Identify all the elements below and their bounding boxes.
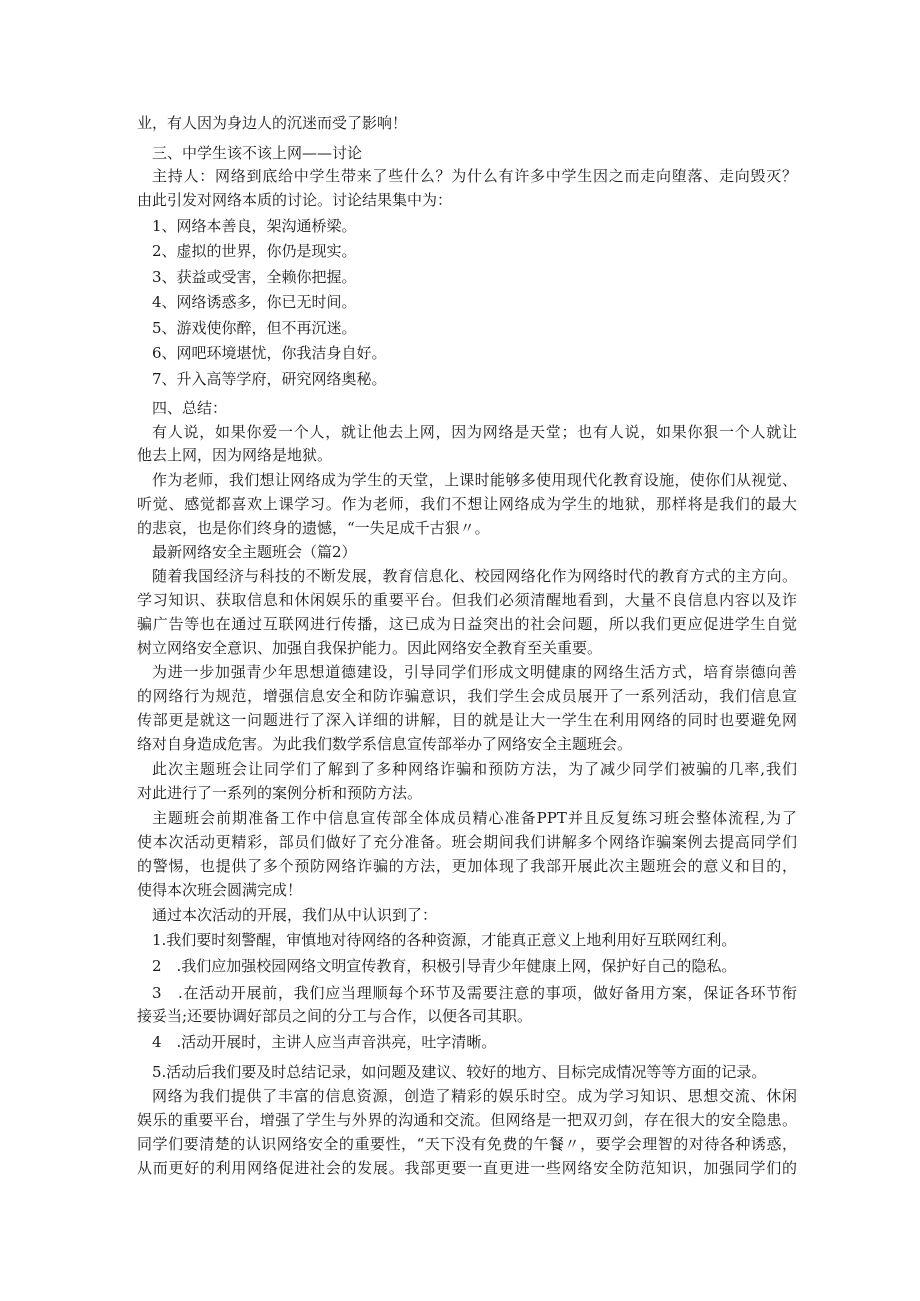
list-item: 3、获益或受害，全赖你把握。	[152, 268, 357, 286]
paragraph-line: 学习知识、获取信息和休闲娱乐的重要平台。但我们必须清醒地看到，大量不良信息内容以及诈	[137, 591, 797, 609]
list-item: 2、虚拟的世界，你仍是现实。	[152, 242, 357, 260]
paragraph-line: 的悲哀，也是你们终身的遗憾，“一失足成千古狠〃。	[137, 519, 490, 537]
list-item: 1.我们要时刻警醒，审慎地对待网络的各种资源，才能真正意义上地利用好互联网红利。	[152, 931, 737, 949]
paragraph-line: 他去上网，因为网络是地狱。	[137, 446, 333, 464]
paragraph-line: 的警惕，也提供了多个预防网络诈骗的方法，更加体现了我部开展此次主题班会的意义和目的，	[137, 857, 797, 875]
paragraph-line: 络对自身造成危害。为此我们数学系信息宣传部举办了网络安全主题班会。	[137, 735, 633, 753]
paragraph-line: 此次主题班会让同学们了解到了多种网络诈骗和预防方法，为了减少同学们被骗的几率,我们	[152, 760, 797, 778]
paragraph-line: 同学们要清楚的认识网络安全的重要性，“天下没有免费的午餐〃，要学会理智的对待各种诱惑，	[137, 1135, 797, 1153]
paragraph-line: 作为老师，我们想让网络成为学生的天堂，上课时能够多使用现代化教育设施，使你们从视觉、	[152, 471, 797, 489]
paragraph-line: 使本次活动更精彩，部员们做好了充分准备。班会期间我们讲解多个网络诈骗案例去提高同学们	[137, 833, 797, 851]
paragraph-line: 从而更好的利用网络促进社会的发展。我部更要一直更进一些网络安全防范知识，加强同学们的	[137, 1159, 797, 1177]
paragraph-line: 对此进行了一系列的案例分析和预防方法。	[137, 784, 423, 802]
paragraph-line: 随着我国经济与科技的不断发展，教育信息化、校园网络化作为网络时代的教育方式的主方向。	[152, 567, 797, 585]
section-title: 最新网络安全主题班会（篇2）	[152, 543, 357, 561]
paragraph-line: 网络为我们提供了丰富的信息资源，创造了精彩的娱乐时空。成为学习知识、思想交流、休闲	[152, 1087, 797, 1105]
list-item: 6、网吧环境堪忧，你我洁身自好。	[152, 344, 387, 362]
list-item-continuation: 接妥当;还要协调好部员之间的分工与合作，以便各司其职。	[137, 1007, 533, 1025]
list-item: 4 .活动开展时，主讲人应当声音洪亮，吐字清晰。	[152, 1033, 497, 1051]
section-heading: 三、中学生该不该上网——讨论	[152, 144, 363, 162]
paragraph-line: 主题班会前期准备工作中信息宣传部全体成员精心准备PPT并且反复练习班会整体流程,为了	[152, 809, 797, 827]
paragraph-line: 树立网络安全意识、加强自我保护能力。因此网络安全教育至关重要。	[137, 639, 603, 657]
section-heading: 四、总结：	[152, 399, 228, 417]
paragraph-line: 有人说，如果你爱一个人，就让他去上网，因为网络是天堂；也有人说，如果你狠一个人就让	[152, 423, 797, 441]
list-item: 5.活动后我们要及时总结记录，如问题及建议、较好的地方、目标完成情况等等方面的记录。	[152, 1063, 767, 1081]
paragraph-line: 为进一步加强青少年思想道德建设，引导同学们形成文明健康的网络生活方式，培育崇德向善	[152, 663, 797, 681]
list-item: 5、游戏使你醉，但不再沉迷。	[152, 319, 357, 337]
paragraph-line: 主持人：网络到底给中学生带来了些什么？为什么有许多中学生因之而走向堕落、走向毁灭？	[152, 167, 797, 185]
paragraph-line: 通过本次活动的开展，我们从中认识到了：	[152, 906, 438, 924]
list-item: 1、网络本善良，架沟通桥梁。	[152, 217, 357, 235]
list-item: 4、网络诱惑多，你已无时间。	[152, 293, 357, 311]
list-item: 7、升入高等学府，研究网络奥秘。	[152, 370, 387, 388]
paragraph-line: 的网络行为规范，增强信息安全和防诈骗意识，我们学生会成员展开了一系列活动，我们信息宣	[137, 687, 797, 705]
paragraph-line: 娱乐的重要平台，增强了学生与外界的沟通和交流。但网络是一把双刃剑，存在很大的安全隐患。	[137, 1111, 797, 1129]
paragraph-line: 由此引发对网络本质的讨论。讨论结果集中为：	[137, 191, 453, 209]
list-item: 3 .在活动开展前，我们应当理顺每个环节及需要注意的事项，做好备用方案，保证各环节衔	[152, 984, 797, 1002]
paragraph-line: 听觉、感觉都喜欢上课学习。作为老师，我们不想让网络成为学生的地狱，那样将是我们的最大	[137, 495, 797, 513]
paragraph-line: 使得本次班会圆满完成！	[137, 881, 303, 899]
paragraph-line: 骗广告等也在通过互联网进行传播，这已成为日益突出的社会问题，所以我们更应促进学生自觉	[137, 615, 797, 633]
list-item: 2 .我们应加强校园网络文明宣传教育，积极引导青少年健康上网，保护好自己的隐私。	[152, 957, 737, 975]
paragraph-line: 业，有人因为身边人的沉迷而受了影响！	[137, 114, 408, 132]
paragraph-line: 传部更是就这一问题进行了深入详细的讲解，目的就是让大一学生在利用网络的同时也要避免网	[137, 711, 797, 729]
